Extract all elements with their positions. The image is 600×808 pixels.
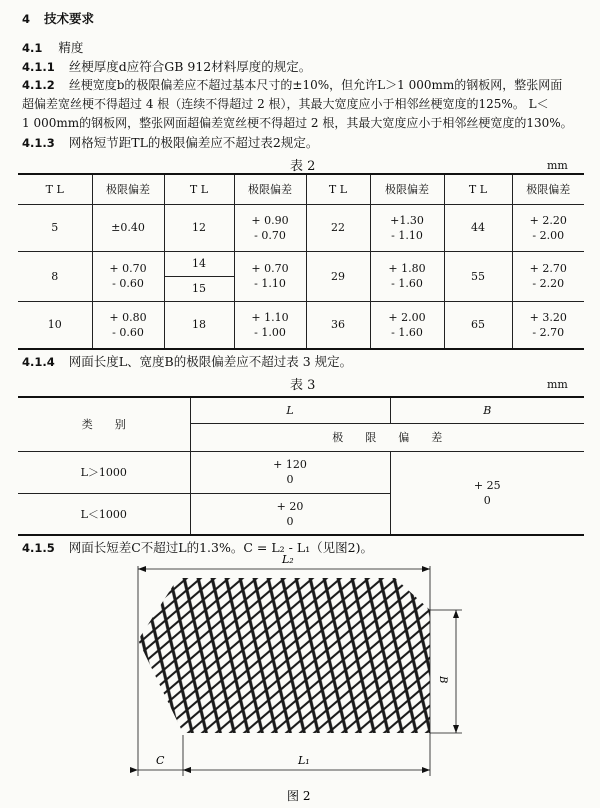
- table-cell: L＞1000: [18, 451, 190, 493]
- table-cell: + 2.00 - 1.60: [370, 301, 444, 349]
- table2-header: 极限偏差: [370, 174, 444, 204]
- table-cell: + 0.70 - 0.60: [92, 251, 164, 301]
- label-L1: L₁: [298, 754, 310, 767]
- table-cell: + 0.70 - 1.10: [234, 251, 306, 301]
- table3-header-category: 类 别: [18, 397, 190, 451]
- table-cell: 36: [306, 301, 370, 349]
- clause-4-1-1: 4.1.1 丝梗厚度d应符合GB 912材料厚度的规定。: [22, 59, 312, 74]
- table-cell: ±0.40: [92, 204, 164, 251]
- table3-unit: mm: [547, 378, 568, 391]
- table-cell: 12: [164, 204, 234, 251]
- table-cell: + 120 0: [190, 451, 390, 493]
- clause-4-1-3: 4.1.3 网格短节距TL的极限偏差应不超过表2规定。: [22, 135, 319, 150]
- label-C: C: [156, 754, 165, 767]
- table2-header: T L: [18, 174, 92, 204]
- clause-4-1-4: 4.1.4 网面长度L、宽度B的极限偏差应不超过表 3 规定。: [22, 354, 353, 369]
- table3-caption: 表 3: [290, 378, 316, 393]
- clause-4-1-2-line2: 超偏差宽丝梗不得超过 4 根（连续不得超过 2 根），其最大宽度应小于相邻丝梗宽度的125%。 L＜: [22, 97, 549, 111]
- table-cell: 55: [444, 251, 512, 301]
- section-heading: 4 技术要求: [22, 11, 95, 26]
- mesh-panel: [120, 570, 450, 745]
- table-cell: 29: [306, 251, 370, 301]
- table-cell: 8: [18, 251, 92, 301]
- table3-header-L: L: [190, 397, 390, 423]
- table-cell: +1.30 - 1.10: [370, 204, 444, 251]
- clause-4-1-2: 4.1.2 丝梗宽度b的极限偏差应不超过基本尺寸的±10%，但允许L＞1 000mm的钢板网，整张网面: [22, 78, 563, 92]
- clause-4-1-5: 4.1.5 网面长短差C不超过L的1.3%。C = L₂ - L₁（见图2)。: [22, 540, 373, 555]
- table-cell: + 1.80 - 1.60: [370, 251, 444, 301]
- table3-header-B: B: [390, 397, 584, 423]
- table2-header: T L: [306, 174, 370, 204]
- table-cell: + 3.20 - 2.70: [512, 301, 584, 349]
- table-cell: 65: [444, 301, 512, 349]
- table-cell: 5: [18, 204, 92, 251]
- table-cell: 22: [306, 204, 370, 251]
- table-cell: 14: [164, 251, 234, 276]
- clause-4-1-2-line3: 1 000mm的钢板网，整张网面超偏差宽丝梗不得超过 2 根，其最大宽度应小于相邻丝梗宽度的130%。: [22, 116, 573, 130]
- figure-caption: 图 2: [287, 789, 311, 803]
- table-cell: + 1.10 - 1.00: [234, 301, 306, 349]
- table-cell: 10: [18, 301, 92, 349]
- table2-caption: 表 2: [290, 159, 316, 174]
- table-cell: + 25 0: [390, 451, 584, 535]
- table-cell: + 0.80 - 0.60: [92, 301, 164, 349]
- table2-header: T L: [164, 174, 234, 204]
- subsection-4-1: 4.1 精度: [22, 40, 84, 55]
- label-B: B: [437, 676, 448, 684]
- table-cell: + 2.20 - 2.00: [512, 204, 584, 251]
- table2-unit: mm: [547, 159, 568, 172]
- table-cell: + 0.90 - 0.70: [234, 204, 306, 251]
- table2-header: T L: [444, 174, 512, 204]
- table-cell: 18: [164, 301, 234, 349]
- table3-subheader: 极 限 偏 差: [190, 423, 584, 451]
- table2-header: 极限偏差: [512, 174, 584, 204]
- table2-header: 极限偏差: [234, 174, 306, 204]
- label-L2: L₂: [282, 553, 294, 566]
- table-cell: L＜1000: [18, 493, 190, 535]
- table-cell: + 2.70 - 2.20: [512, 251, 584, 301]
- table-cell: 15: [164, 276, 234, 301]
- table-cell: + 20 0: [190, 493, 390, 535]
- table-cell: 44: [444, 204, 512, 251]
- table2-header: 极限偏差: [92, 174, 164, 204]
